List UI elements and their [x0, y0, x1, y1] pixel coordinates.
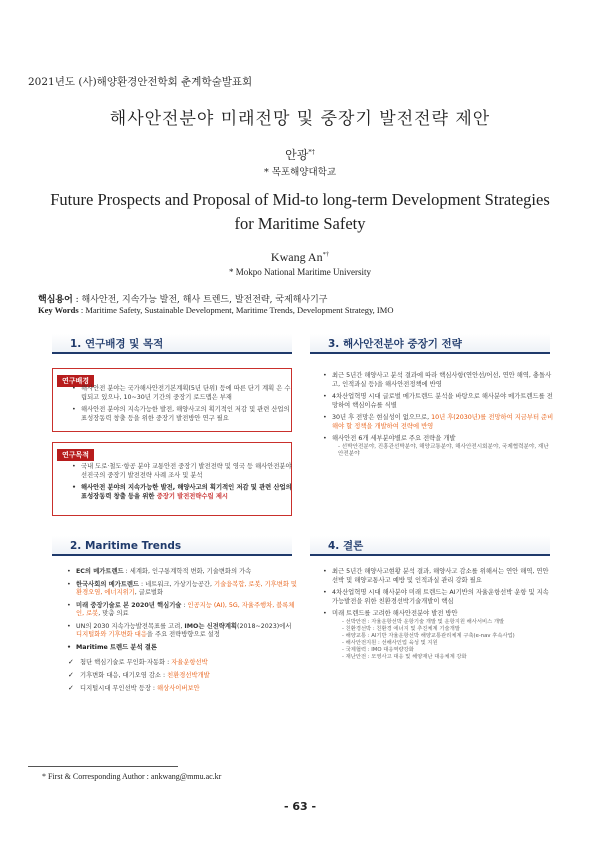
section2-heading: 2. Maritime Trends [52, 536, 292, 556]
list-item [76, 568, 298, 577]
check-item [66, 671, 286, 680]
list-item-text: 30년 후 전망은 현실성이 없으므로, [332, 414, 432, 421]
list-item-tail: , 글로벌화 [134, 589, 164, 596]
keywords-english [38, 305, 393, 315]
list-subitem: - 선박안전분야, 진흥관선박분야, 해양교통분야, 해사안전시회분야, 국제협력분야, 재난안전분야 [338, 443, 549, 457]
list-item-text2: (2018~2023)에서 [237, 622, 292, 630]
conference-header: 2021년도 (사)해양환경안전학회 춘계학술발표회 [28, 76, 253, 88]
list-subitem: - 재난안전 : 모영사고 대응 및 해양재난 대응체계 강화 [342, 653, 467, 660]
list-item [76, 623, 298, 640]
list-item-tail: 을 주요 전략방향으로 설정 [146, 631, 220, 638]
highlight-text: 자율운항선박 [171, 659, 208, 666]
list-item: • 4차산업혁명 시대 해사분야 미래 트렌드는 AI기반의 자율운항선박 운항 및 지속가능발전을 위한 친환경선박기술개발이 핵심 [332, 589, 554, 606]
list-item [332, 610, 554, 661]
affiliation-english: * Mokpo National Maritime University [229, 267, 371, 277]
check-item-text: 첨단 핵심기술로 무인화·자동화 : [80, 659, 172, 666]
trend-conclusions [66, 658, 286, 697]
section1-heading: 1. 연구배경 및 목적 [52, 334, 292, 354]
keywords-korean [38, 292, 328, 305]
research-purpose-label: 연구목적 [57, 449, 94, 461]
list-subitem: - 해양교통 : AI기반 자율운항선박 해양교통관리체계 구축(e-nav 후속사업) [342, 632, 515, 639]
check-item [66, 658, 286, 667]
list-subitem: - 해사안전지원 : 선해사인업 육성 및 지원 [342, 639, 438, 646]
list-item-text: : 네트워크, 가상기능공간, [139, 580, 214, 588]
list-item [332, 414, 554, 431]
author-korean-sup: *† [308, 148, 315, 156]
list-item-tail: , 맞춤 의료 [98, 610, 129, 617]
highlight-text: 기술융복합, 로봇, 기후변화 및 환경오염, 에너지위기 [76, 580, 298, 596]
author-english [0, 250, 600, 265]
check-item-text: 디지털시대 무인선박 등장 : [80, 685, 158, 692]
list-item: • 최근 5년간 해양사고현황 분석 결과, 해양사고 감소를 위해서는 연안 해역, 연안선박 및 해양교통사고 예방 및 인적과실 관리 강화 필요 [332, 568, 554, 585]
keywords-korean-label: 핵심용어 [38, 295, 73, 305]
list-item-text: UN의 2030 지속가능발전목표를 고려, [76, 622, 185, 630]
list-item-text: : [181, 601, 188, 609]
list-subitem: - 선박안전 : 자율운항선박 운항기술 개발 및 운항지원 해사서비스 개발 [342, 618, 505, 625]
keywords-korean-text: : 해사안전, 지속가능 발전, 해사 트렌드, 발전전략, 국제해사기구 [72, 295, 328, 305]
highlight-text: 중장기 발전전략수립 제시 [156, 492, 228, 500]
highlight-text: 10년 후(2030년)를 전망하여 지금부터 준비해야 할 정책을 개발하여 전략에 반영 [332, 414, 554, 430]
list-item: • 국내 도로·철도·항공 분야 교통안전 중장기 발전전략 및 영국 등 해사안전분야 선진국의 중장기 발전전략 사례 조사 및 분석 [81, 463, 296, 480]
section3-heading: 3. 해사안전분야 중장기 전략 [310, 334, 550, 354]
list-item-text: 해사안전 6개 세부분야별로 주요 전략을 개발 [332, 435, 456, 442]
keywords-english-text: : Maritime Safety, Sustainable Development, Maritime Trends, Development Strategy, IMO [78, 305, 394, 315]
list-item [81, 484, 296, 501]
research-purpose-list [67, 463, 296, 505]
author-korean [0, 146, 600, 163]
check-item-text: 기후변화 대응, 대기오염 감소 : [80, 672, 168, 679]
research-background-label: 연구배경 [57, 375, 94, 387]
author-korean-name: 안광 [285, 148, 309, 162]
list-item: • 최근 5년간 해양사고 분석 결과에 따라 핵심사항(연안선/어선, 연안 해역, 충돌사고, 인적과실 등)을 해사안전정책에 반영 [332, 372, 554, 389]
list-item-bold: IMO는 신전략계획 [184, 622, 238, 630]
list-item-text: : 세계화, 인구통계학적 변화, 기술변화의 가속 [123, 568, 252, 575]
highlight-text: 친환경선박개발 [167, 672, 210, 679]
list-item-bold: 미래 중장기술로 본 2020년 핵심기술 [76, 601, 182, 609]
strategy-sublist [332, 619, 554, 661]
highlight-text: 해상사이버보안 [157, 685, 200, 692]
research-background-list [67, 385, 296, 427]
highlight-text: 인공지능 (AI), 5G, 자율주행차, 블록체인, 로봇 [76, 601, 295, 617]
list-item-text: 해사안전 분야의 지속가능한 발전, 해양사고의 획기적인 저감 및 관련 산업의 표성장동력 창출 등을 위한 [81, 484, 292, 500]
page-title-korean: 해사안전분야 미래전망 및 중장기 발전전략 제안 [109, 109, 491, 129]
list-item-text: 미래 트렌드를 고려한 해사안전분야 발전 방안 [332, 610, 458, 617]
page-title-english: Future Prospects and Proposal of Mid-to long-term Development Strategies for Maritime Safety [50, 190, 550, 233]
section2-list [62, 568, 298, 656]
list-item: • 해사안전 분야는 국가해사안전기본계획(5년 단위) 등에 따른 단기 계획 은 수립되고 있으나, 10~30년 기간의 중장기 로드맵은 부재 [81, 385, 296, 402]
list-item [76, 581, 298, 598]
list-item: • 4차산업혁명 시대 글로벌 메가트렌드 분석을 바탕으로 해사분야 메가트렌드를 전망하여 핵심이슈를 식별 [332, 393, 554, 410]
affiliation-korean: * 목포해양대학교 [263, 167, 336, 178]
list-item: • 해사안전 분야의 지속가능한 발전, 해양사고의 획기적인 저감 및 관련 산업의 표성장동력 창출 등을 위한 중장기 발전방안 연구 필요 [81, 406, 296, 423]
section4-list [318, 568, 554, 665]
check-item [66, 684, 286, 693]
highlight-text: 디지털화와 기후변화 대응 [76, 631, 147, 638]
research-background-panel [52, 368, 292, 432]
list-item-bold: 한국사회의 메가트렌드 [76, 580, 140, 588]
list-subitem: - 친환경선박 : 친환경 에너지 및 추진체계 기술개발 [342, 625, 460, 632]
list-item [76, 602, 298, 619]
footnote: * First & Corresponding Author : ankwang@mmu.ac.kr [42, 772, 222, 781]
list-subitem: - 국제협력 : IMO 대응역량강화 [342, 646, 414, 653]
list-item [332, 435, 554, 459]
list-item: • Maritime 트렌드 분석 결론 [76, 644, 298, 653]
footnote-divider [28, 766, 178, 767]
section4-heading: 4. 결론 [310, 536, 550, 556]
keywords-english-label: Key Words [38, 305, 79, 315]
research-purpose-panel [52, 442, 292, 516]
author-english-name: Kwang An [270, 250, 323, 264]
author-english-sup: *† [322, 251, 330, 258]
section3-list [318, 372, 554, 463]
list-item-bold: EC의 메가트렌드 [76, 568, 124, 575]
page-number: - 63 - [283, 800, 317, 813]
